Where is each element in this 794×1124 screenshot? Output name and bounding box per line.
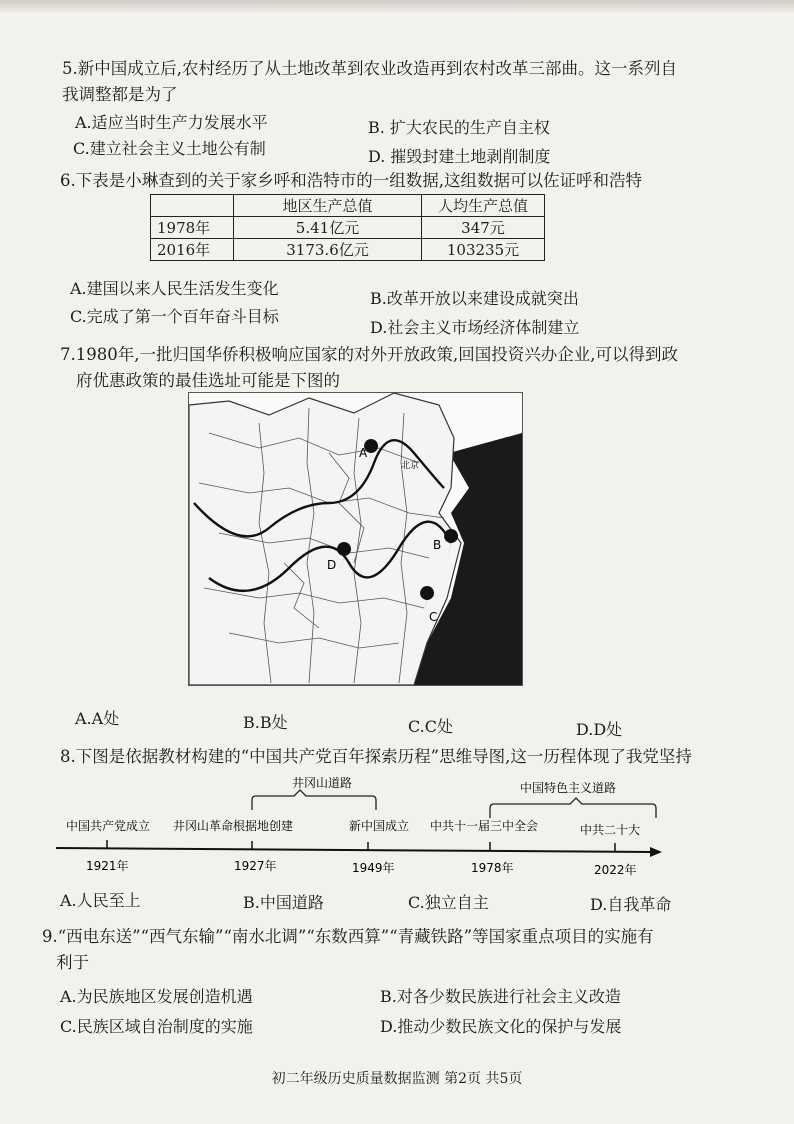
year-2022: 2022年 [594, 863, 637, 877]
q8-option-a: A.人民至上 [60, 891, 141, 910]
q7-stem-line2: 府优惠政策的最佳选址可能是下图的 [76, 371, 340, 390]
map-drawing [189, 393, 522, 685]
q7-option-c: C.C处 [408, 717, 454, 736]
year-1978: 1978年 [471, 861, 514, 875]
table-header-cell [151, 195, 234, 217]
q7-stem-line1: 7.1980年,一批归国华侨积极响应国家的对外开放政策,回国投资兴办企业,可以得到政 [60, 345, 678, 364]
china-map [188, 392, 523, 686]
scan-shadow [0, 0, 794, 14]
q5-option-c: C.建立社会主义土地公有制 [73, 139, 266, 158]
table-cell: 1978年 [151, 217, 234, 239]
timeline-arrow [650, 847, 662, 857]
bracket-socialism-label: 中国特色主义道路 [520, 781, 617, 795]
table-header-cell: 地区生产总值 [234, 195, 422, 217]
table-cell: 5.41亿元 [234, 217, 422, 239]
q6-stem: 6.下表是小琳查到的关于家乡呼和浩特市的一组数据,这组数据可以佐证呼和浩特 [60, 171, 642, 190]
event-2022: 中共二十大 [580, 823, 641, 837]
table-cell: 103235元 [422, 239, 545, 261]
q5-option-d: D. 摧毁封建土地剥削制度 [368, 147, 551, 166]
q6-option-a: A.建国以来人民生活发生变化 [70, 279, 279, 298]
land-outline [189, 393, 461, 685]
q9-option-d: D.推动少数民族文化的保护与发展 [380, 1017, 622, 1036]
marker-a-label: A [359, 446, 368, 460]
table-cell: 2016年 [151, 239, 234, 261]
q5-stem-line1: 5.新中国成立后,农村经历了从土地改革到农业改造再到农村改革三部曲。这一系列自 [62, 59, 677, 78]
event-1921: 中国共产党成立 [66, 819, 151, 833]
table-row [151, 217, 545, 239]
q5-option-b: B. 扩大农民的生产自主权 [368, 118, 550, 137]
marker-b-label: B [433, 538, 442, 552]
q7-option-a: A.A处 [75, 709, 120, 728]
table-cell: 3173.6亿元 [234, 239, 422, 261]
q9-option-a: A.为民族地区发展创造机遇 [60, 987, 253, 1006]
q7-option-b: B.B处 [243, 713, 288, 732]
timeline-axis [56, 848, 650, 852]
year-1949: 1949年 [352, 861, 395, 875]
table-cell: 347元 [422, 217, 545, 239]
year-1921: 1921年 [86, 859, 129, 873]
q8-option-b: B.中国道路 [243, 893, 324, 912]
q9-option-c: C.民族区域自治制度的实施 [60, 1017, 253, 1036]
q7-option-d: D.D处 [576, 720, 623, 739]
event-1927: 井冈山革命根据地创建 [173, 819, 294, 833]
event-1978: 中共十一届三中全会 [430, 819, 539, 833]
table-header-row [151, 195, 545, 217]
q8-option-c: C.独立自主 [408, 893, 489, 912]
q9-stem-line2: 利于 [56, 953, 89, 972]
q5-option-a: A.适应当时生产力发展水平 [75, 113, 268, 132]
q6-option-b: B.改革开放以来建设成就突出 [370, 289, 579, 308]
q9-option-b: B.对各少数民族进行社会主义改造 [380, 987, 621, 1006]
q6-option-d: D.社会主义市场经济体制建立 [370, 318, 580, 337]
q9-stem-line1: 9.“西电东送”“西气东输”“南水北调”“东数西算”“青藏铁路”等国家重点项目的实施有 [42, 927, 654, 946]
q6-option-c: C.完成了第一个百年奋斗目标 [70, 307, 279, 326]
page-footer: 初二年级历史质量数据监测 第2页 共5页 [271, 1071, 523, 1087]
timeline-diagram [0, 770, 794, 880]
beijing-label: 北京 [401, 461, 420, 471]
table-row [151, 239, 545, 261]
q8-option-d: D.自我革命 [590, 895, 672, 914]
bracket-jinggangshan-label: 井冈山道路 [292, 776, 353, 790]
q6-data-table [150, 194, 545, 261]
bracket-socialism [490, 798, 656, 818]
marker-d-label: D [327, 558, 337, 572]
event-1949: 新中国成立 [349, 819, 410, 833]
marker-c-label: C [429, 610, 438, 624]
year-1927: 1927年 [234, 859, 277, 873]
q5-stem-line2: 我调整都是为了 [62, 85, 178, 104]
q8-stem: 8.下图是依据教材构建的“中国共产党百年探索历程”思维导图,这一历程体现了我党坚持 [60, 747, 692, 766]
table-header-cell: 人均生产总值 [422, 195, 545, 217]
bracket-jinggangshan [252, 790, 376, 810]
